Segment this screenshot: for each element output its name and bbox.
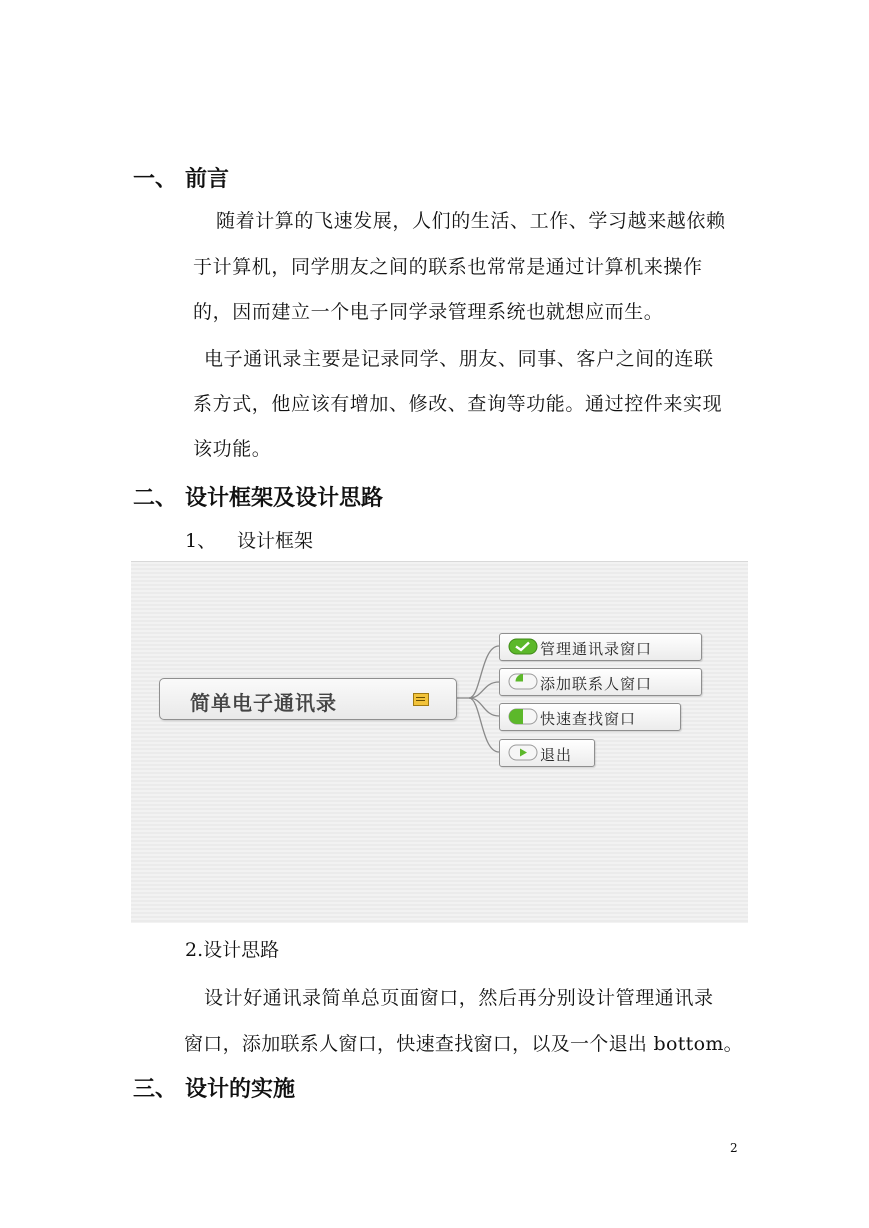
paragraph-line: 的，因而建立一个电子同学录管理系统也就想应而生。 [193,301,664,323]
paragraph-line: 系方式，他应该有增加、修改、查询等功能。通过控件来实现 [193,393,723,415]
page-number: 2 [730,1141,738,1155]
section-number: 三、 [133,1077,178,1102]
mindmap-node-label: 管理通讯录窗口 [540,640,653,658]
subheading-framework [185,526,313,553]
paragraph-line: 电子通讯录主要是记录同学、朋友、同事、客户之间的连联 [204,348,714,370]
paragraph-line: 设计好通讯录简单总页面窗口，然后再分别设计管理通讯录 [204,987,714,1009]
section-heading-framework [133,481,383,512]
paragraph-line: 该功能。 [193,438,272,460]
mindmap-node-label: 退出 [540,746,573,764]
mindmap-node-manage[interactable] [499,633,702,661]
mindmap-node-label: 快速查找窗口 [540,710,637,728]
section-title: 设计的实施 [185,1077,296,1102]
section-number: 一、 [133,167,178,192]
check-progress-icon [508,638,538,655]
section-heading-preface [133,162,229,193]
subheading-title: 设计框架 [237,530,314,552]
note-icon [413,693,429,706]
section-title: 前言 [185,167,230,192]
mindmap-node-exit[interactable] [499,739,595,767]
subheading-idea: 2.设计思路 [185,939,280,961]
mindmap-root-label: 简单电子通讯录 [190,691,337,715]
paragraph-line: 窗口，添加联系人窗口，快速查找窗口，以及一个退出 bottom。 [184,1033,743,1055]
paragraph-line: 于计算机，同学朋友之间的联系也常常是通过计算机来操作 [193,256,703,278]
mindmap-node-label: 添加联系人窗口 [540,675,653,693]
section-heading-implementation [133,1072,295,1103]
section-number: 二、 [133,486,178,511]
mindmap-connectors [131,562,748,923]
mindmap-node-add[interactable] [499,668,702,696]
subheading-number: 1、 [185,530,217,552]
play-icon [508,744,538,761]
mindmap-node-search[interactable] [499,703,681,731]
half-progress-icon [508,708,538,725]
quarter-progress-icon [508,673,538,690]
mindmap-root-node[interactable] [159,678,457,720]
section-title: 设计框架及设计思路 [185,486,384,511]
mindmap-figure [131,561,748,923]
paragraph-line: 随着计算的飞速发展，人们的生活、工作、学习越来越依赖 [216,210,726,232]
